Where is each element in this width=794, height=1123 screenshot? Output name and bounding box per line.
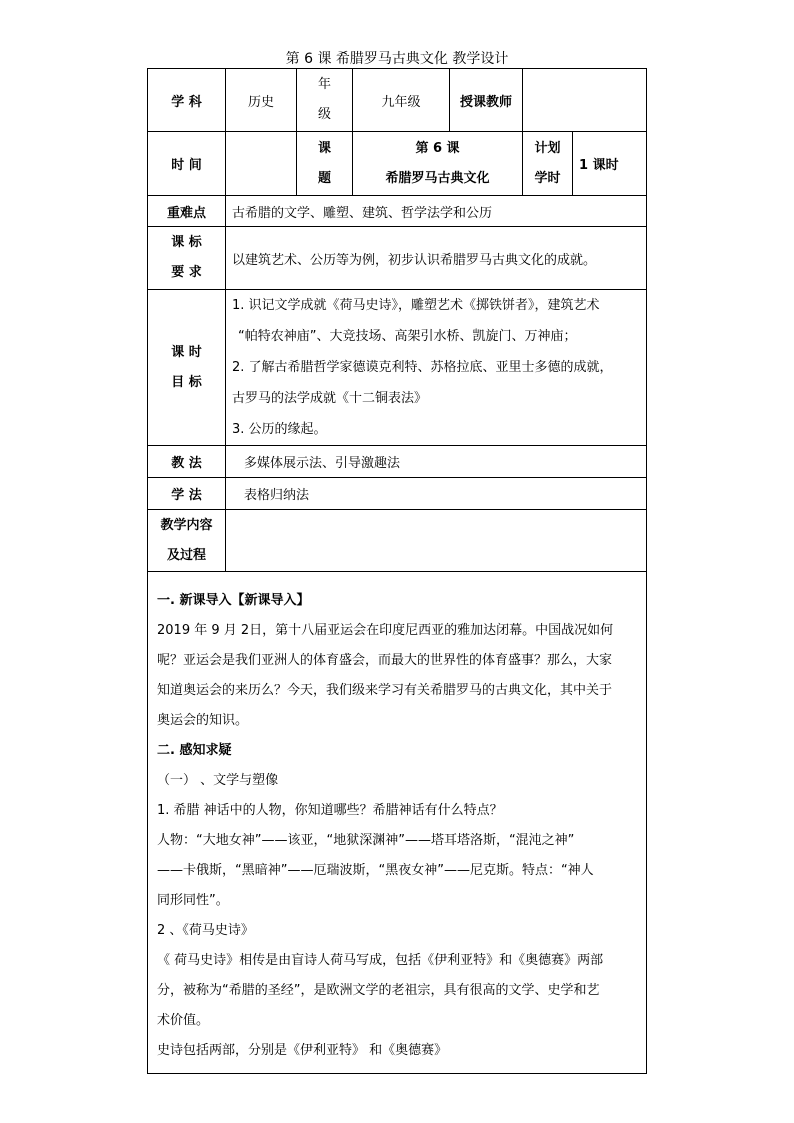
paragraph-line: 同形同性”。 [157, 892, 229, 908]
time-label: 时 间 [148, 132, 226, 196]
paragraph-line: 2019 年 9 月 2日，第十八届亚运会在印度尼西亚的雅加达闭幕。中国战况如何 [157, 622, 614, 638]
row-key-points [148, 196, 647, 227]
time-value [226, 132, 297, 196]
teacher-label: 授课教师 [450, 69, 523, 132]
row-learning-method [148, 478, 647, 510]
plan-label-line-1: 计划 [534, 140, 561, 156]
question-line: 1. 希腊 神话中的人物，你知道哪些？希腊神话有什么特点？ [157, 802, 503, 818]
paragraph-line: 人物：“大地女神”——该亚，“地狱深渊神”——塔耳塔洛斯，“混沌之神” [157, 832, 575, 848]
paragraph-line: 呢？亚运会是我们亚洲人的体育盛会，而最大的世界性的体育盛事？那么，大家 [157, 652, 613, 668]
key-points-value: 古希腊的文学、雕塑、建筑、哲学法学和公历 [226, 196, 647, 227]
objective-line: 3. 公历的缘起。 [232, 422, 327, 437]
objectives-label [148, 290, 226, 446]
objectives-value [226, 290, 647, 446]
paragraph-line: 术价值。 [157, 1012, 210, 1028]
objectives-label-line-2: 目 标 [171, 374, 202, 390]
learning-method-label: 学 法 [148, 478, 226, 510]
row-objectives [148, 290, 647, 446]
topic-line-2: 希腊罗马古典文化 [385, 170, 490, 186]
standard-label [148, 227, 226, 290]
process-value [226, 510, 647, 572]
process-label-line-1: 教学内容 [160, 517, 213, 533]
lesson-plan-table [147, 68, 647, 1074]
paragraph-line: 《 荷马史诗》相传是由盲诗人荷马写成，包括《伊利亚特》和《奥德赛》两部 [157, 952, 604, 968]
paragraph-line: ——卡俄斯，“黑暗神”——厄瑞波斯，“黑夜女神”——尼克斯。特点：“神人 [157, 862, 594, 878]
row-teaching-process [148, 510, 647, 572]
row-teaching-method [148, 446, 647, 478]
subject-label: 学 科 [148, 69, 226, 132]
key-points-label: 重难点 [148, 196, 226, 227]
objective-line: 1. 识记文学成就《荷马史诗》，雕塑艺术《掷铁饼者》，建筑艺术 [232, 298, 600, 313]
row-lesson-content [148, 572, 647, 1074]
subsection-heading: （一） 、文学与塑像 [157, 772, 279, 788]
subject-value: 历史 [226, 69, 297, 132]
process-label-line-2: 及过程 [166, 547, 206, 563]
topic-value [353, 132, 523, 196]
objective-line: “帕特农神庙”、大竞技场、高架引水桥、凯旋门、万神庙； [238, 329, 577, 344]
plan-label-line-2: 学时 [534, 170, 561, 186]
teaching-method-value: 多媒体展示法、引导激趣法 [226, 446, 647, 478]
topic-label-line-2: 题 [317, 170, 331, 186]
grade-value: 九年级 [353, 69, 450, 132]
standard-value: 以建筑艺术、公历等为例，初步认识希腊罗马古典文化的成就。 [226, 227, 647, 290]
objective-line: 古罗马的法学成就《十二铜表法》 [232, 391, 428, 406]
topic-line-1: 第 6 课 [415, 140, 460, 156]
paragraph-line: 分，被称为“希腊的圣经”，是欧洲文学的老祖宗，具有很高的文学、史学和艺 [157, 982, 600, 998]
paragraph-line: 史诗包括两部，分别是《伊利亚特》 和《奥德赛》 [157, 1042, 448, 1058]
teacher-value [523, 69, 647, 132]
plan-value: 1 课时 [573, 132, 647, 196]
document-title: 第 6 课 希腊罗马古典文化 教学设计 [285, 51, 509, 67]
topic-label [297, 132, 353, 196]
section-heading: 一. 新课导入【新课导入】 [157, 592, 310, 608]
row-standard [148, 227, 647, 290]
paragraph-line: 奥运会的知识。 [157, 712, 249, 728]
lesson-content [148, 572, 647, 1074]
process-label [148, 510, 226, 572]
row-subject [148, 69, 647, 132]
row-time [148, 132, 647, 196]
standard-label-line-2: 要 求 [171, 265, 202, 280]
objective-line: 2. 了解古希腊哲学家德谟克利特、苏格拉底、亚里士多德的成就， [232, 360, 613, 375]
grade-label-line-2: 级 [317, 107, 331, 122]
objectives-label-line-1: 课 时 [171, 344, 202, 360]
standard-label-line-1: 课 标 [171, 235, 202, 250]
paragraph-line: 知道奥运会的来历么？今天，我们级来学习有关希腊罗马的古典文化，其中关于 [157, 682, 613, 698]
question-line: 2 、《荷马史诗》 [157, 922, 254, 938]
plan-label [523, 132, 573, 196]
grade-label-line-1: 年 [317, 77, 331, 92]
teaching-method-label: 教 法 [148, 446, 226, 478]
learning-method-value: 表格归纳法 [226, 478, 647, 510]
topic-label-line-1: 课 [317, 140, 331, 156]
section-heading: 二. 感知求疑 [157, 742, 232, 758]
grade-label [297, 69, 353, 132]
